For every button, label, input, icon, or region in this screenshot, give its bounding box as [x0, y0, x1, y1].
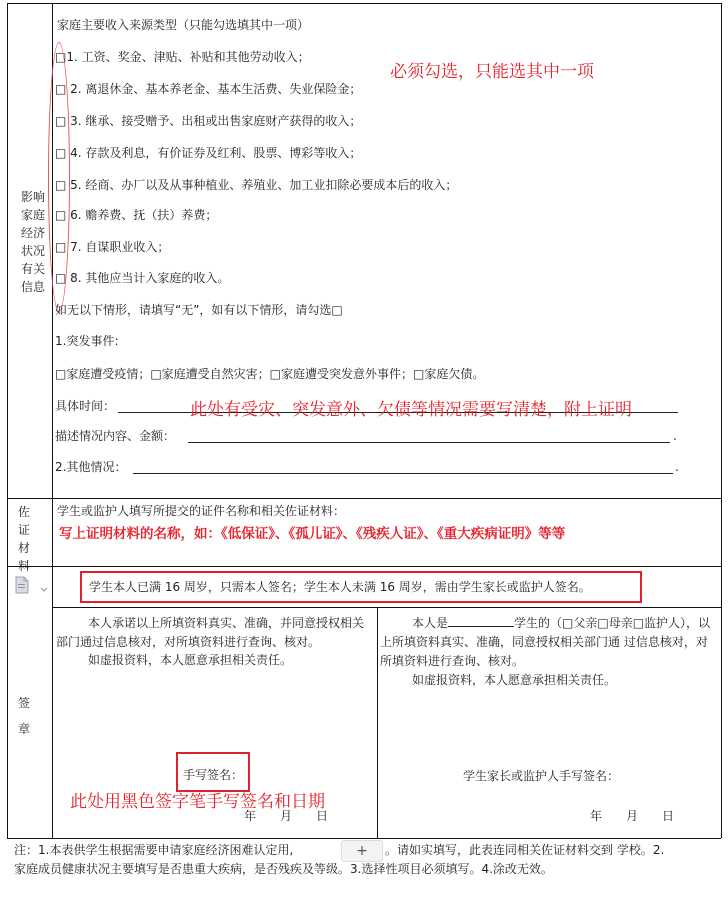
desc-label: 描述情况内容、金额：: [55, 429, 176, 443]
footnote-part-a: 注：1.本表供学生根据需要申请家庭经济困难认定用,: [14, 843, 294, 857]
sign-annotation: 此处用黑色签字笔手写签名和日期: [70, 792, 325, 812]
income-option-4[interactable]: □ 4. 存款及利息，有价证券及红利、股票、博彩等收入；: [55, 146, 362, 160]
section-influence-label: 影响家庭经济状况有关信息: [20, 190, 45, 294]
income-option-7[interactable]: □ 7. 自谋职业收入；: [55, 240, 170, 254]
evidence-instruction: 学生或监护人填写所提交的证件名称和相关佐证材料：: [57, 504, 346, 518]
emergency-title: 1.突发事件:: [55, 334, 119, 348]
income-option-1[interactable]: □1. 工资、奖金、津贴、补贴和其他劳动收入；: [55, 50, 310, 64]
guardian-sign-label[interactable]: 学生家长或监护人手写签名：: [463, 769, 620, 783]
age-notice: 学生本人已满 16 周岁，只需本人签名；学生本人未满 16 周岁，需由学生家长或监护人签名。: [89, 580, 591, 594]
income-option-8[interactable]: □ 8. 其他应当计入家庭的收入。: [55, 271, 230, 285]
desc-underline[interactable]: [188, 442, 670, 443]
table-right-border: [721, 3, 722, 838]
income-option-2[interactable]: □ 2. 离退休金、基本养老金、基本生活费、失业保险金；: [55, 82, 362, 96]
plus-icon: +: [356, 843, 368, 859]
sign-center-divider: [377, 607, 378, 838]
right-pledge-a: 本人是: [412, 616, 449, 630]
right-pledge-2: 如虚报资料，本人愿意承担相关责任。: [412, 673, 617, 687]
row-divider-3: [52, 607, 721, 608]
other-period: .: [675, 460, 679, 474]
student-name-blank[interactable]: [448, 614, 514, 627]
evidence-annotation: 写上证明材料的名称，如：《低保证》、《孤儿证》、《残疾人证》、《重大疾病证明》等等: [59, 526, 566, 542]
emergency-options[interactable]: □家庭遭受疫情；□家庭遭受自然灾害；□家庭遭受突发意外事件；□家庭欠债。: [55, 367, 485, 381]
row-divider-1: [7, 498, 721, 499]
left-pledge-2: 如虚报资料，本人愿意承担相关责任。: [88, 653, 293, 667]
table-top-border: [7, 3, 721, 4]
section-sign-label: 签章: [17, 696, 30, 736]
time-annotation: 此处有受灾、突发意外、欠债等情况需要写清楚，附上证明: [190, 400, 632, 420]
desc-period: .: [673, 429, 677, 443]
income-title: 家庭主要收入来源类型（只能勾选填其中一项）: [57, 18, 310, 32]
row-divider-2: [7, 566, 721, 567]
table-left-border: [7, 3, 8, 838]
table-bottom-border: [7, 838, 721, 839]
time-label: 具体时间：: [55, 399, 116, 413]
right-pledge-b: 学生的（□父亲□母亲□监护人），以上所填资料真实、准确，同意授权相关部门通 过信息核对，对所填资料进行查询、核对。: [380, 616, 711, 668]
income-annotation: 必须勾选，只能选其中一项: [390, 62, 594, 82]
income-option-5[interactable]: □ 5. 经商、办厂以及从事种植业、养殖业、加工业扣除必要成本后的收入；: [55, 178, 458, 192]
checkbox-highlight-oval: [48, 42, 70, 312]
section-evidence-label: 佐证材料: [17, 505, 30, 573]
income-option-3[interactable]: □ 3. 继承、接受赠予、出租或出售家庭财产获得的收入；: [55, 114, 362, 128]
date-left[interactable]: 年 月 日: [244, 809, 329, 823]
chevron-down-icon[interactable]: [40, 582, 48, 588]
footnote-part-b: 。请如实填写，此表连同相关佐证材料交到 学校。2.: [385, 843, 665, 857]
right-pledge: [380, 614, 718, 671]
handwrite-label[interactable]: 手写签名：: [183, 768, 244, 782]
income-option-6[interactable]: □ 6. 赡养费、抚（扶）养费；: [55, 208, 218, 222]
footnote-part-c: 家庭成员健康状况主要填写是否患重大疾病，是否残疾及等级。3.选择性项目必须填写。4.涂改无效。: [14, 862, 553, 876]
document-icon[interactable]: [15, 576, 29, 594]
other-underline[interactable]: [133, 473, 673, 474]
date-right[interactable]: 年 月 日: [590, 809, 675, 823]
other-label: 2.其他情况：: [55, 460, 127, 474]
situation-intro: 如无以下情形，请填写“无”，如有以下情形，请勾选□: [55, 303, 343, 317]
add-button[interactable]: [341, 840, 383, 862]
left-pledge: [56, 614, 374, 652]
left-pledge-text: 本人承诺以上所填资料真实、准确，并同意授权相关部门通过信息核对，对所填资料进行查询、核对。: [56, 616, 365, 649]
